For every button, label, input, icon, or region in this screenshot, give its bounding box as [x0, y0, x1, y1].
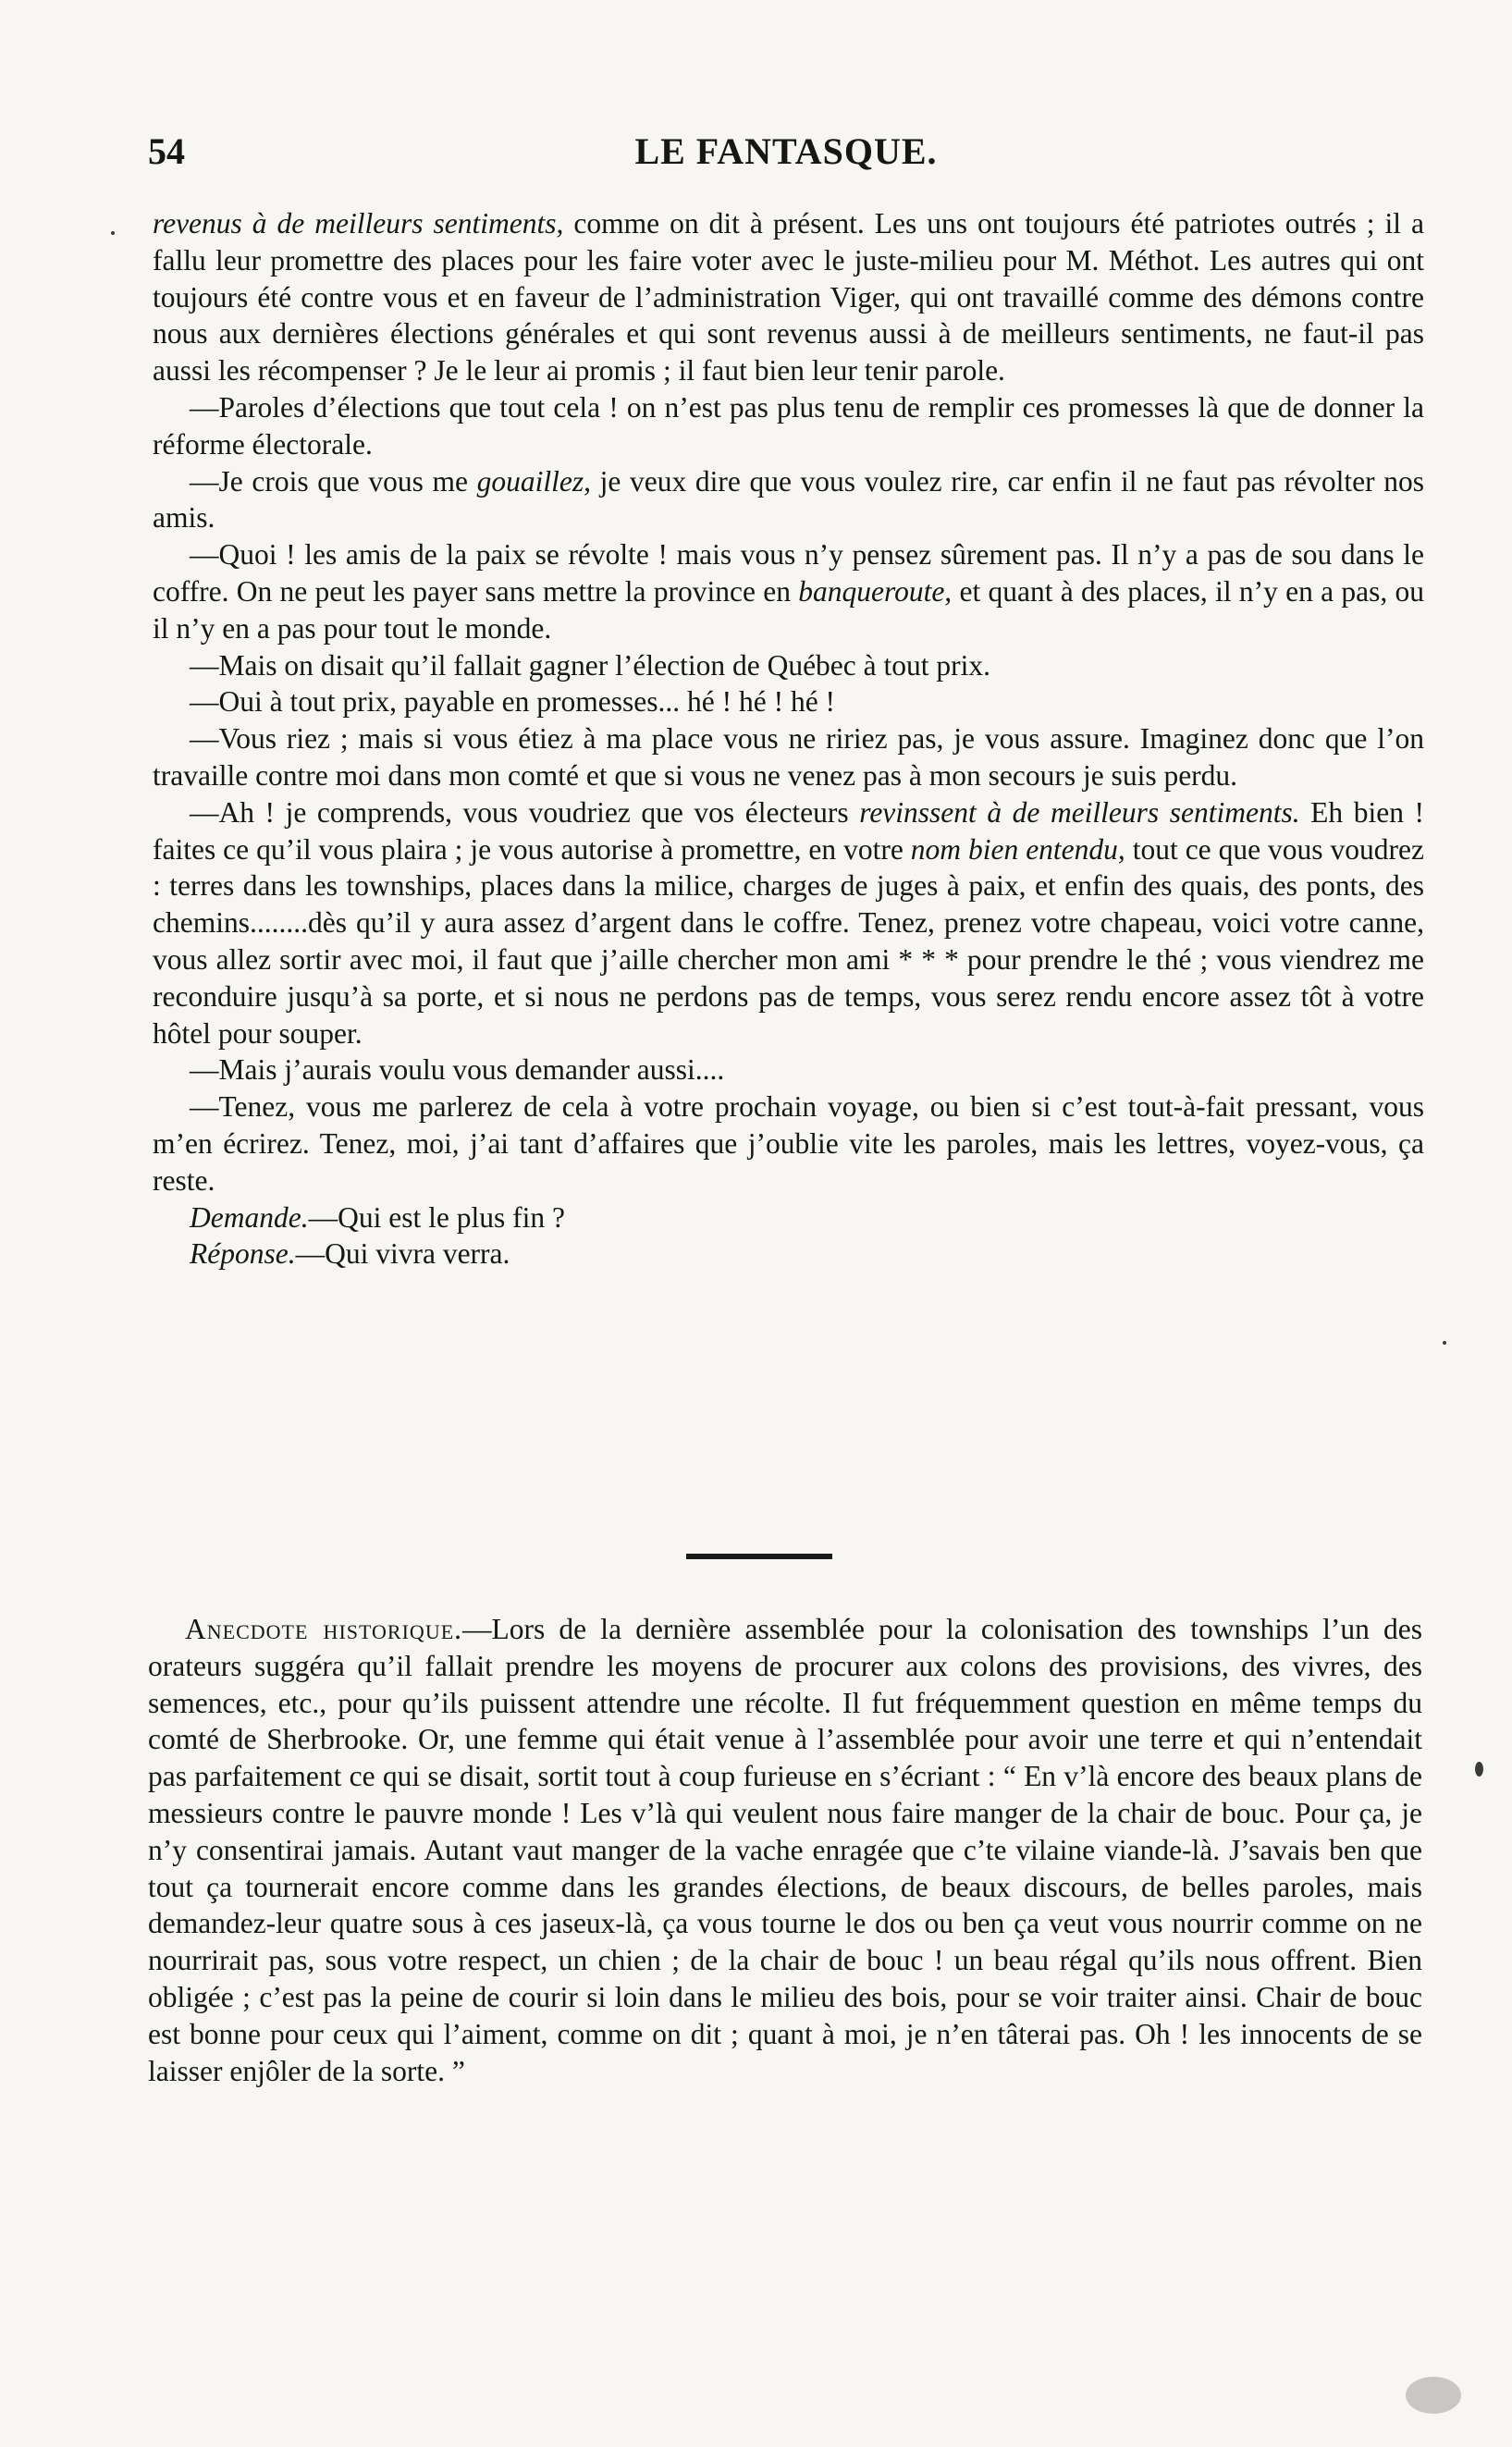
answer-line — [153, 1236, 1424, 1273]
paragraph — [153, 536, 1424, 646]
italic-phrase: revenus à de meilleurs sentiments, — [153, 207, 564, 240]
paragraph-text: tout ce que vous voudrez : terres dans les townships, places dans la milice, charges de juges à paix, et enfin des quais, des ponts, des chemins........dès qu’il y aura assez d’argent dans le coffre. Tenez, prenez votre chapeau, voici votre canne, vous allez sortir avec moi, il faut que j’aille chercher mon ami * * * pour prendre le thé ; vous viendrez me reconduire jusqu’à sa porte, et si nous ne perdons pas de temps, vous serez rendu encore assez tôt à votre hôtel pour souper. — [153, 832, 1424, 1050]
print-speck — [111, 231, 115, 235]
print-speck — [1406, 2377, 1461, 2414]
paragraph-text: et quant à des places, il n’y en a pas, ou il n’y en a pas pour tout le monde. — [153, 574, 1424, 645]
paragraph: —Oui à tout prix, payable en promesses... hé ! hé ! hé ! — [190, 685, 836, 719]
italic-phrase: banqueroute, — [798, 574, 953, 608]
anecdote-heading: Anecdote historique. — [185, 1613, 463, 1645]
section-divider — [686, 1554, 832, 1559]
print-speck — [1443, 1341, 1446, 1345]
anecdote-text: —Lors de la dernière assemblée pour la colonisation des townships l’un des orateurs suggéra qu’il fallait prendre les moyens de procurer aux colons des provisions, des vivres, des semences, etc., pour qu’ils puissent attendre une récolte. Il fut fréquemment question en même temps du comté de Sherbrooke. Or, une femme qui était venue à l’assemblée pour avoir une terre et qui n’entendait pas parfaitement ce qui se disait, sortit tout à coup furieuse en s’écriant : “ En v’là encore des beaux plans de messieurs contre le pauvre monde ! Les v’là qui veulent nous faire manger de la chair de bouc. Pour ça, je n’y consentirai jamais. Autant vaut manger de la vache enragée que c’te vilaine viande-là. J’savais ben que tout ça tournerait encore comme dans les grandes élections, de beaux discours, de belles paroles, mais demandez-leur quatre sous à ces jaseux-là, ça vous tourne le dos ou ben ça veut vous nourrir comme on ne nourrirait pas, sous votre respect, un chien ; de la chair de bouc ! un beau régal qu’ils nous offrent. Bien obligée ; c’est pas la peine de courir si loin dans le milieu des bois, pour se voir traiter ainsi. Chair de bouc est bonne pour ceux qui l’aiment, comme on dit ; quant à moi, je n’en tâterai pas. Oh ! les innocents de se laisser enjôler de la sorte. ” — [148, 1613, 1422, 2087]
paragraph: —Mais j’aurais voulu vous demander aussi.... — [190, 1053, 725, 1087]
paragraph: —Tenez, vous me parlerez de cela à votre prochain voyage, ou bien si c’est tout-à-fait pressant, vous m’en écrirez. Tenez, moi, j’ai tant d’affaires que j’oublie vite les paroles, mais les lettres, voyez-vous, ça reste. — [153, 1090, 1424, 1197]
anecdote-section — [148, 1611, 1422, 2089]
paragraph-text: je veux dire que vous voulez rire, car enfin il ne faut pas révolter nos amis. — [153, 464, 1424, 535]
question-label: Demande. — [190, 1200, 309, 1234]
paragraph — [153, 794, 1424, 1052]
running-title: LE FANTASQUE. — [634, 130, 938, 172]
question-line — [153, 1199, 1424, 1236]
paragraph-text: —Je crois que vous me — [190, 464, 477, 498]
paragraph-text: Eh bien ! faites ce qu’il vous plaira ; je vous autorise à promettre, en votre — [153, 795, 1425, 866]
italic-phrase: nom bien entendu, — [910, 832, 1125, 866]
paragraph — [153, 205, 1424, 389]
page-number: 54 — [148, 130, 185, 172]
paragraph-text: —Quoi ! les amis de la paix se révolte ! mais vous n’y pensez sûrement pas. Il n’y a pas de sou dans le coffre. On ne peut les payer sans mettre la province en — [153, 538, 1424, 608]
paragraph: —Paroles d’élections que tout cela ! on n’est pas plus tenu de remplir ces promesses là que de donner la réforme électorale. — [153, 390, 1424, 461]
paragraph-text: —Ah ! je comprends, vous voudriez que vos électeurs — [190, 795, 860, 829]
paragraph: —Vous riez ; mais si vous étiez à ma place vous ne ririez pas, je vous assure. Imaginez donc que l’on travaille contre moi dans mon comté et que si vous ne venez pas à mon secours je suis perdu. — [153, 722, 1424, 792]
italic-phrase: gouaillez, — [476, 464, 591, 498]
print-speck — [1475, 1762, 1483, 1777]
italic-phrase: revinssent à de meilleurs sentiments. — [859, 795, 1300, 829]
dialogue-text — [153, 205, 1424, 1273]
answer-text: —Qui vivra verra. — [295, 1237, 510, 1271]
paragraph — [153, 463, 1424, 537]
question-text: —Qui est le plus fin ? — [308, 1200, 565, 1234]
anecdote-paragraph — [148, 1611, 1422, 2089]
paragraph: —Mais on disait qu’il fallait gagner l’élection de Québec à tout prix. — [190, 648, 990, 682]
answer-label: Réponse. — [190, 1237, 296, 1271]
page-header — [148, 129, 1424, 185]
paragraph-text: comme on dit à présent. Les uns ont toujours été patriotes outrés ; il a fallu leur promettre des places pour les faire voter avec le juste-milieu pour M. Méthot. Les autres qui ont toujours été contre vous et en faveur de l’administration Viger, qui ont travaillé comme des démons contre nous aux dernières élections générales et qui sont revenus aussi à de meilleurs sentiments, ne faut-il pas aussi les récompenser ? Je le leur ai promis ; il faut bien leur tenir parole. — [153, 207, 1424, 387]
